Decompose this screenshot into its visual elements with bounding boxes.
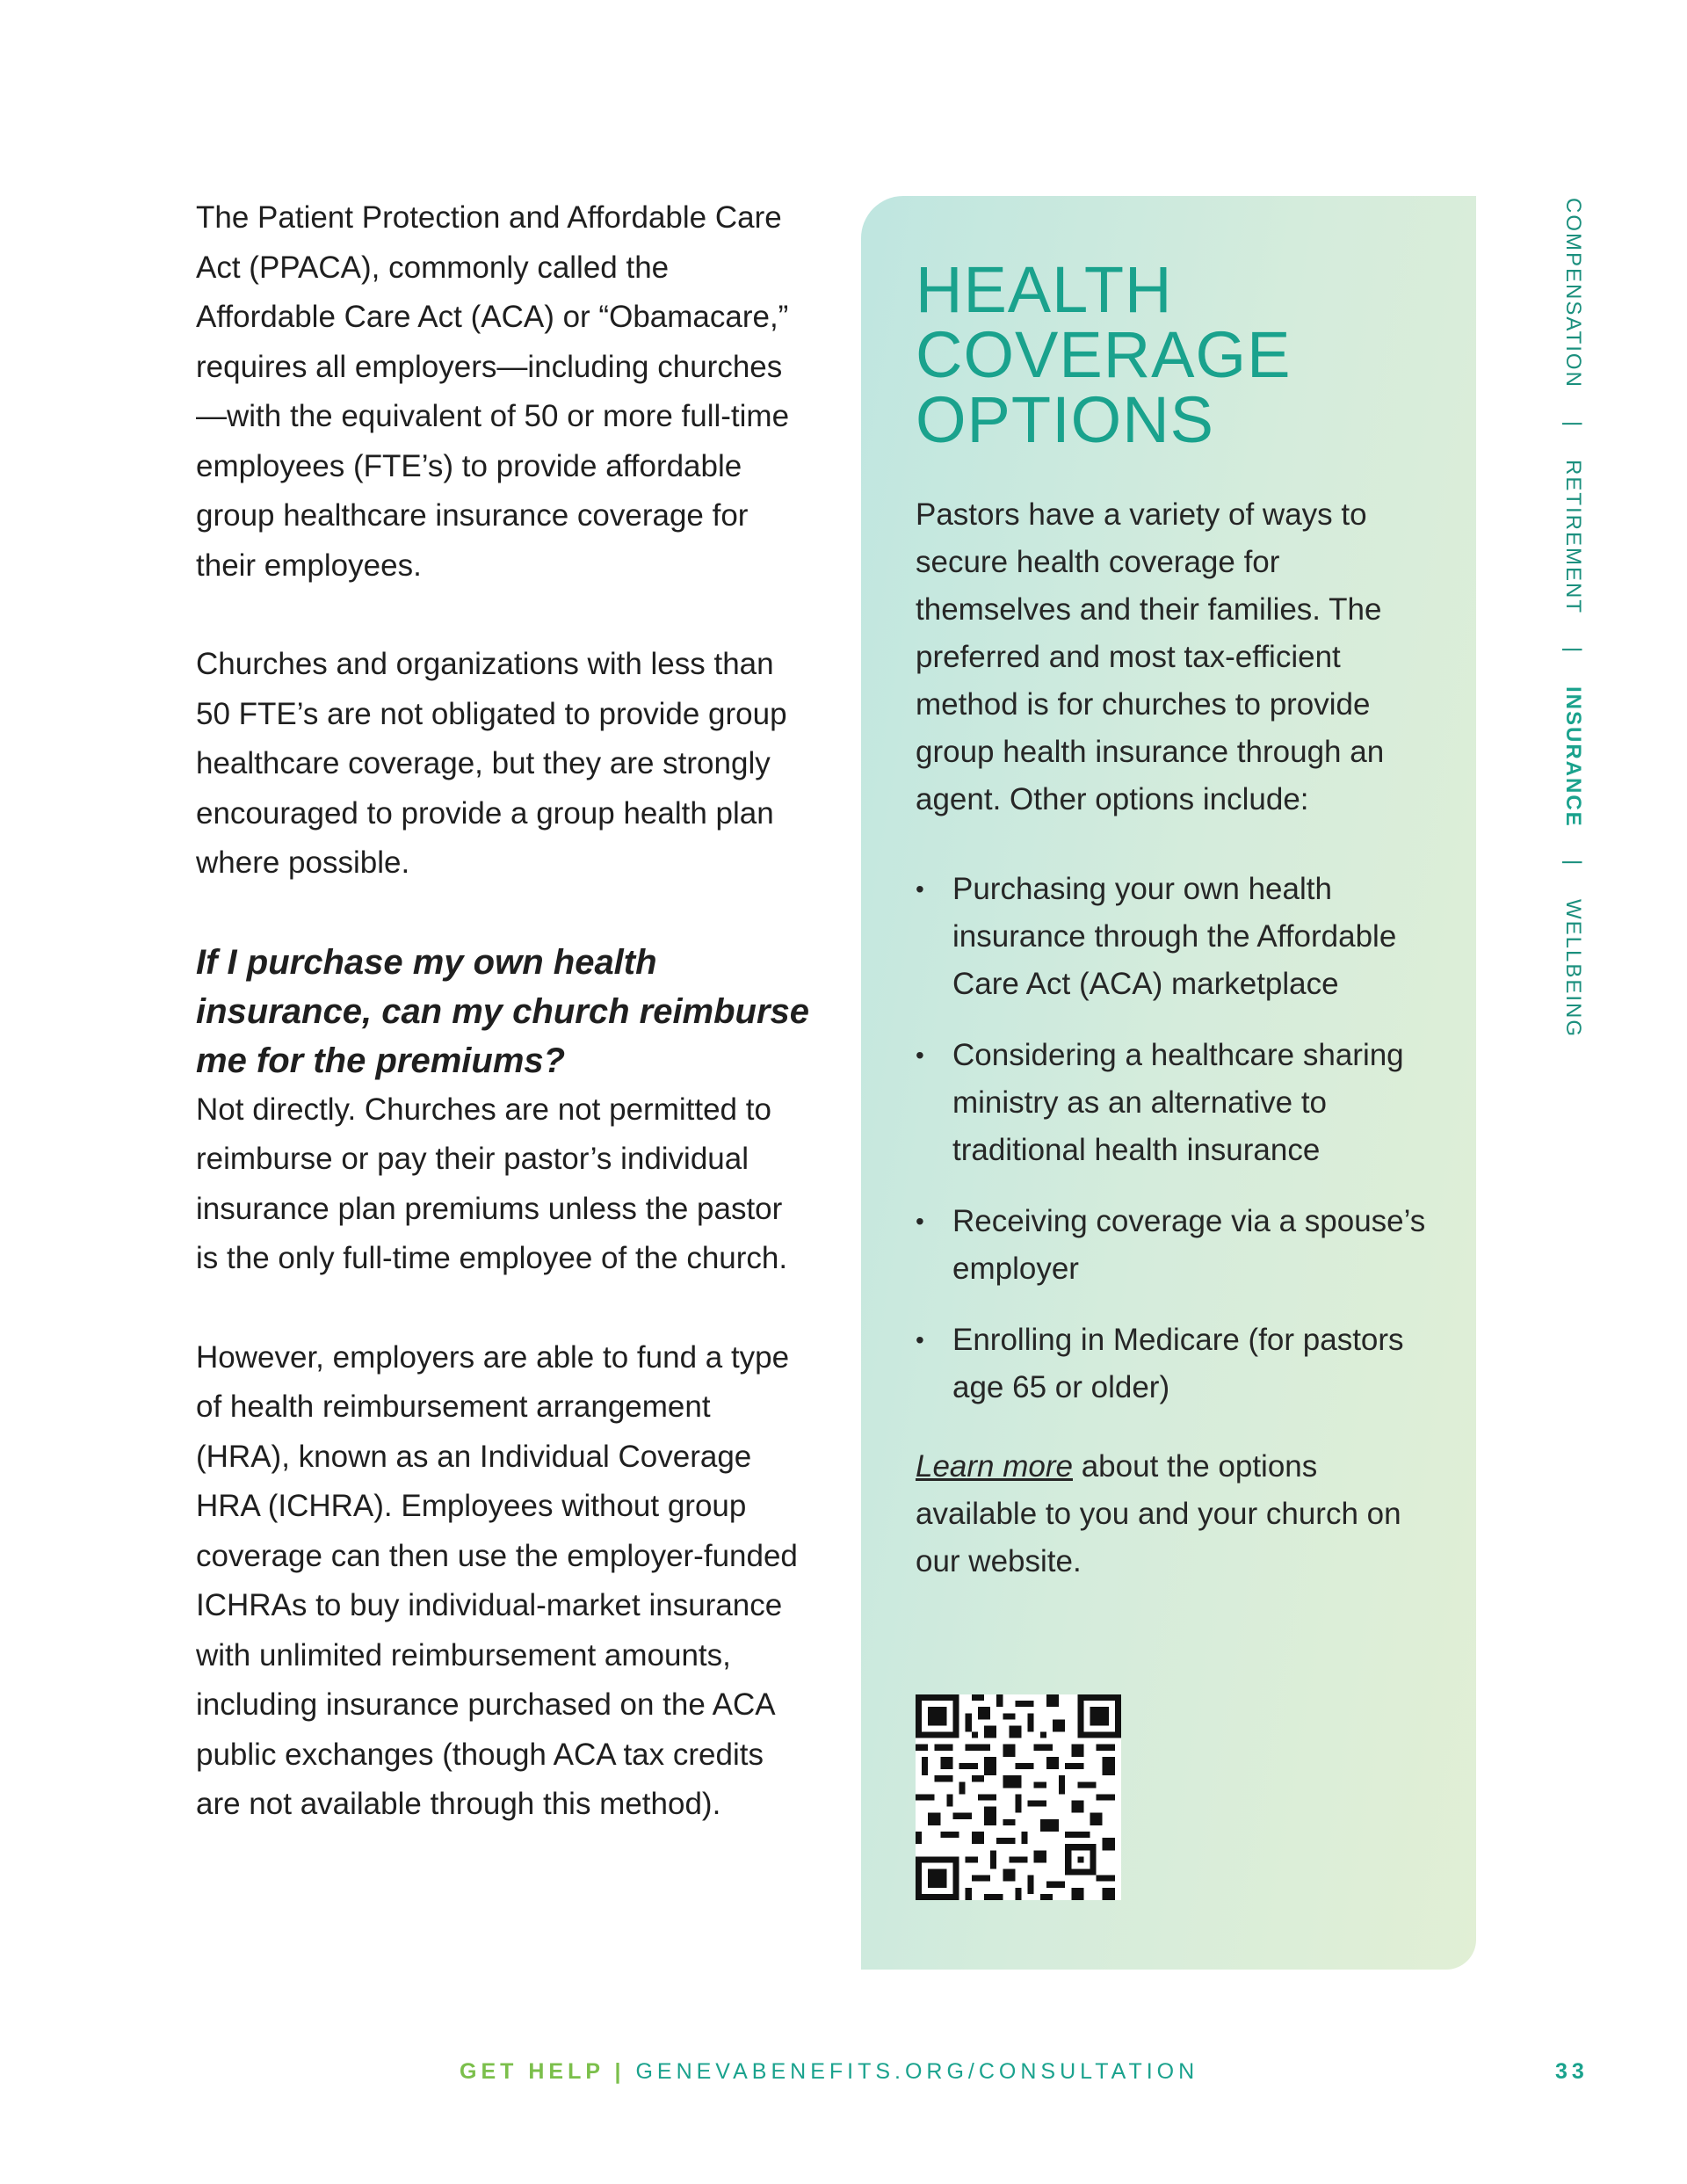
sidebar-title-line-1: HEALTH xyxy=(916,253,1173,326)
learn-more-text xyxy=(916,1443,1443,1585)
consultation-link[interactable]: GENEVABENEFITS.ORG/CONSULTATION xyxy=(635,2059,1199,2084)
sidebar-title-line-3: OPTIONS xyxy=(916,383,1215,456)
sidebar-intro: Pastors have a variety of ways to secure health coverage for themselves and their families. The preferred and most tax-efficient method is for churches to provide group health insurance through an agent. Other options include: xyxy=(916,497,1385,816)
learn-more-rest: about the options available to you and your church on our website. xyxy=(916,1449,1401,1578)
option-text: Considering a healthcare sharing ministry as an alternative to traditional health insurance xyxy=(952,1038,1404,1167)
list-item xyxy=(916,1198,1443,1293)
list-item xyxy=(916,1032,1443,1174)
sidebar-title xyxy=(916,253,1443,456)
bullet-icon: • xyxy=(916,1041,924,1069)
qr-code-icon[interactable] xyxy=(916,1694,1121,1900)
nav-item-compensation[interactable]: COMPENSATION xyxy=(1561,198,1585,388)
coverage-options-list xyxy=(916,866,1443,1411)
nav-separator: | xyxy=(1561,420,1585,428)
footer-help xyxy=(460,2058,1198,2085)
option-text: Receiving coverage via a spouse’s employer xyxy=(952,1204,1426,1286)
small-church-paragraph: Churches and organizations with less than 50 FTE’s are not obligated to provide group healthcare coverage, but they are strongly encouraged to provide a group health plan where possible. xyxy=(196,647,787,880)
main-column xyxy=(196,193,811,1879)
section-nav xyxy=(1560,198,1586,1038)
list-item xyxy=(916,866,1443,1008)
nav-item-insurance[interactable]: INSURANCE xyxy=(1561,686,1585,828)
bullet-icon: • xyxy=(916,1326,924,1353)
page-number: 33 xyxy=(1555,2059,1589,2084)
health-coverage-sidebar xyxy=(861,196,1476,1970)
nav-separator: | xyxy=(1561,647,1585,655)
bullet-icon: • xyxy=(916,1208,924,1235)
nav-separator: | xyxy=(1561,860,1585,867)
option-text: Purchasing your own health insurance through the Affordable Care Act (ACA) marketplace xyxy=(952,872,1397,1001)
nav-item-retirement[interactable]: RETIREMENT xyxy=(1561,460,1585,615)
list-item xyxy=(916,1317,1443,1411)
get-help-label: GET HELP xyxy=(460,2059,605,2084)
bullet-icon: • xyxy=(916,875,924,903)
faq-answer: Not directly. Churches are not permitted to reimburse or pay their pastor’s individual insurance plan premiums unless the pastor is the only full-time employee of the church. xyxy=(196,1092,788,1275)
learn-more-link[interactable]: Learn more xyxy=(916,1449,1073,1484)
sidebar-title-line-2: COVERAGE xyxy=(916,318,1292,391)
option-text: Enrolling in Medicare (for pastors age 65 or older) xyxy=(952,1323,1404,1404)
intro-paragraph: The Patient Protection and Affordable Care Act (PPACA), commonly called the Affordable Care Act (ACA) or “Obamacare,” requires all employers—including churches—with the equivalent of 50 or more full-time employees (FTE’s) to provide affordable group healthcare insurance coverage for their employees. xyxy=(196,200,790,583)
footer-separator: | xyxy=(604,2059,636,2084)
nav-item-wellbeing[interactable]: WELLBEING xyxy=(1561,899,1585,1039)
faq-question: If I purchase my own health insurance, can my church reimburse me for the premiums? xyxy=(196,942,810,1080)
ichra-paragraph: However, employers are able to fund a type of health reimbursement arrangement (HRA), known as an Individual Coverage HRA (ICHRA). Employees without group coverage can then use the employer-funded ICHRAs to buy individual-market insurance with unlimited reimbursement amounts, including insurance purchased on the ACA public exchanges (though ACA tax credits are not available through this method). xyxy=(196,1339,798,1821)
